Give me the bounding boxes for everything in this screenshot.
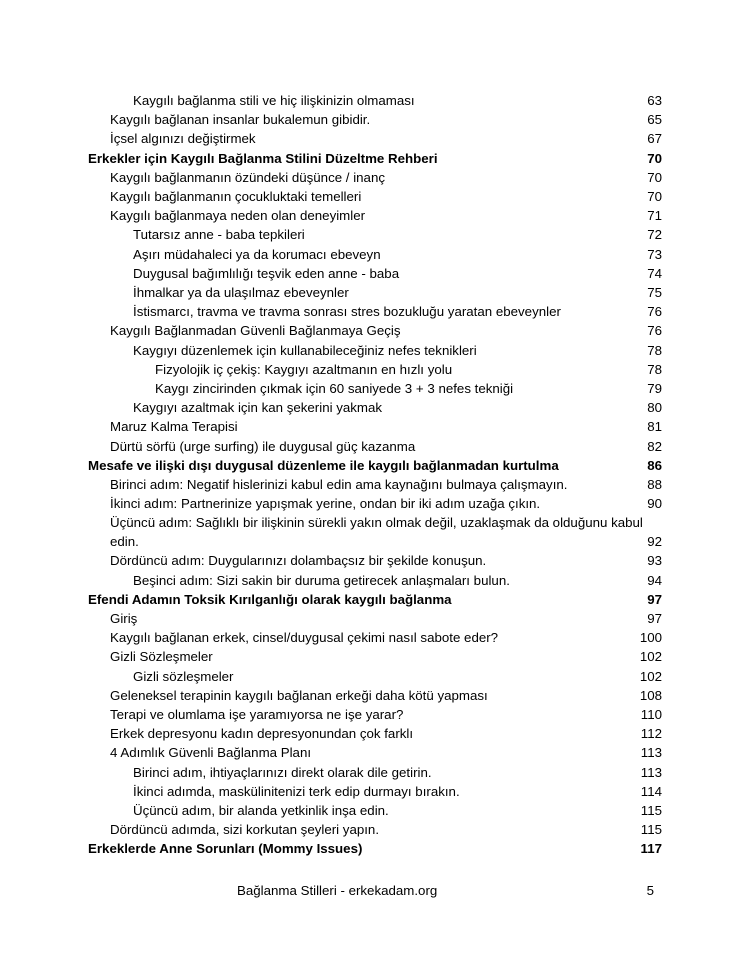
toc-entry-title: Kaygı zincirinden çıkmak için 60 saniyede 3 + 3 nefes tekniği — [155, 381, 514, 396]
toc-entry-title: Tutarsız anne - baba tepkileri — [133, 227, 305, 243]
toc-entry-title: Kaygıyı azaltmak için kan şekerini yakmak — [133, 400, 383, 416]
toc-entry-title: İhmalkar ya da ulaşılmaz ebeveynler — [133, 285, 349, 300]
toc-entry-page: 93 — [647, 553, 662, 569]
toc-entry-page: 108 — [639, 687, 662, 703]
toc-entry-title: Birinci adım: Negatif hislerinizi kabul edin ama kaynağını bulmaya çalışmayın. — [110, 477, 568, 492]
toc-entry[interactable] — [0, 513, 750, 551]
toc-entry-page: 86 — [647, 457, 662, 473]
toc-entry[interactable] — [0, 820, 750, 839]
toc-entry-title: İçsel algınızı değiştirmek — [110, 131, 256, 147]
toc-entry[interactable] — [0, 360, 750, 379]
toc-entry[interactable] — [0, 743, 750, 762]
toc-entry-title: Kaygılı bağlanmanın çocukluktaki temelleri — [110, 189, 362, 204]
toc-entry[interactable] — [0, 168, 750, 187]
toc-entry-title: İstismarcı, travma ve travma sonrası stres bozukluğu yaratan ebeveynler — [133, 304, 561, 320]
toc-entry-title: Aşırı müdahaleci ya da korumacı ebeveyn — [133, 246, 381, 262]
toc-entry-page: 100 — [639, 630, 662, 646]
toc-entry-title: Giriş — [110, 611, 138, 626]
toc-entry[interactable] — [0, 321, 750, 340]
toc-entry-page: 78 — [647, 361, 662, 377]
toc-entry-page: 67 — [647, 131, 662, 147]
toc-entry-page: 92 — [647, 534, 662, 550]
toc-entry[interactable] — [0, 494, 750, 513]
toc-entry-page: 74 — [647, 265, 662, 281]
toc-entry[interactable] — [0, 437, 750, 456]
toc-entry-page: 65 — [647, 112, 662, 128]
toc-entry-title: Geleneksel terapinin kaygılı bağlanan erkeği daha kötü yapması — [110, 687, 488, 703]
toc-entry[interactable] — [0, 647, 750, 666]
toc-entry[interactable] — [0, 283, 750, 302]
toc-entry[interactable] — [0, 264, 750, 283]
toc-entry-page: 102 — [639, 668, 662, 684]
toc-entry[interactable] — [0, 110, 750, 129]
toc-entry-title: Erkeklerde Anne Sorunları (Mommy Issues) — [88, 841, 363, 857]
toc-entry-title: Gizli sözleşmeler — [133, 668, 234, 684]
toc-entry-title: Maruz Kalma Terapisi — [110, 419, 238, 435]
toc-entry-title: Dürtü sörfü (urge surfing) ile duygusal güç kazanma — [110, 438, 416, 454]
toc-entry-page: 75 — [647, 285, 662, 300]
toc-entry-page: 113 — [640, 745, 662, 761]
toc-entry[interactable] — [0, 91, 750, 110]
toc-entry-title: Üçüncü adım: Sağlıklı bir ilişkinin sürekli yakın olmak değil, uzaklaşmak da olduğunu kabul edin. — [110, 515, 643, 550]
toc-entry-title: Erkek depresyonu kadın depresyonundan çok farklı — [110, 726, 414, 742]
toc-entry-title: Kaygılı Bağlanmadan Güvenli Bağlanmaya Geçiş — [110, 323, 401, 339]
toc-entry[interactable] — [0, 206, 750, 225]
toc-entry-page: 82 — [647, 438, 662, 454]
toc-entry-title: Dördüncü adım: Duygularınızı dolambaçsız bir şekilde konuşun. — [110, 553, 487, 569]
toc-entry[interactable] — [0, 667, 750, 686]
toc-chapter-entry[interactable] — [0, 590, 750, 609]
toc-entry-page: 76 — [647, 304, 662, 320]
toc-entry-title: Üçüncü adım, bir alanda yetkinlik inşa edin. — [133, 803, 389, 818]
toc-entry[interactable] — [0, 302, 750, 321]
toc-chapter-entry[interactable] — [0, 839, 750, 858]
toc-entry-page: 70 — [647, 169, 662, 185]
toc-entry-page: 63 — [647, 93, 662, 108]
toc-entry-page: 70 — [647, 150, 662, 166]
toc-entry-title: Dördüncü adımda, sizi korkutan şeyleri yapın. — [110, 822, 380, 838]
toc-entry-title: İkinci adımda, maskülinitenizi terk edip durmayı bırakın. — [133, 783, 460, 799]
toc-chapter-entry[interactable] — [0, 149, 750, 168]
page-footer — [0, 881, 750, 901]
toc-entry[interactable] — [0, 705, 750, 724]
toc-entry[interactable] — [0, 724, 750, 743]
toc-entry[interactable] — [0, 551, 750, 570]
toc-entry-page: 90 — [647, 496, 662, 512]
toc-entry[interactable] — [0, 801, 750, 820]
toc-entry-page: 110 — [640, 707, 662, 722]
toc-entry[interactable] — [0, 129, 750, 148]
toc-entry-title: Fizyolojik iç çekiş: Kaygıyı azaltmanın en hızlı yolu — [155, 361, 453, 377]
toc-entry[interactable] — [0, 475, 750, 494]
toc-entry-page: 112 — [640, 726, 662, 742]
toc-entry-page: 117 — [640, 841, 662, 857]
toc-entry[interactable] — [0, 782, 750, 801]
toc-entry-page: 73 — [647, 246, 662, 262]
toc-entry-title: İkinci adım: Partnerinize yapışmak yerine, ondan bir iki adım uzağa çıkın. — [110, 496, 541, 512]
toc-entry-page: 71 — [647, 208, 662, 224]
toc-entry-title: Duygusal bağımlılığı teşvik eden anne - baba — [133, 265, 400, 281]
toc-entry-title: Erkekler için Kaygılı Bağlanma Stilini Düzeltme Rehberi — [88, 150, 438, 166]
toc-entry-page: 72 — [647, 227, 662, 243]
toc-entry-title: Mesafe ve ilişki dışı duygusal düzenleme ile kaygılı bağlanmadan kurtulma — [88, 457, 559, 473]
toc-entry-title: Kaygılı bağlanan erkek, cinsel/duygusal çekimi nasıl sabote eder? — [110, 630, 499, 646]
toc-entry-page: 80 — [647, 400, 662, 416]
footer-page-number: 5 — [646, 883, 654, 898]
toc-entry-title: Beşinci adım: Sizi sakin bir duruma getirecek anlaşmaları bulun. — [133, 572, 510, 588]
toc-entry-page: 76 — [647, 323, 662, 339]
toc-entry-title: Kaygılı bağlanmanın özündeki düşünce / inanç — [110, 169, 385, 185]
toc-chapter-entry[interactable] — [0, 456, 750, 475]
toc-entry-page: 94 — [647, 572, 662, 588]
toc-entry-page: 115 — [640, 822, 662, 838]
toc-entry-title: Efendi Adamın Toksik Kırılganlığı olarak kaygılı bağlanma — [88, 591, 452, 607]
toc-entry[interactable] — [0, 417, 750, 436]
toc-entry[interactable] — [0, 763, 750, 782]
toc-entry-page: 97 — [647, 591, 662, 607]
toc-entry-title: Terapi ve olumlama işe yaramıyorsa ne işe yarar? — [110, 707, 404, 722]
toc-entry-title: Kaygıyı düzenlemek için kullanabileceğiniz nefes teknikleri — [133, 342, 477, 358]
toc-entry[interactable] — [0, 609, 750, 628]
toc-entry[interactable] — [0, 686, 750, 705]
toc-entry-title: 4 Adımlık Güvenli Bağlanma Planı — [110, 745, 312, 761]
toc-entry[interactable] — [0, 379, 750, 398]
toc-entry-title: Kaygılı bağlanan insanlar bukalemun gibidir. — [110, 112, 371, 128]
toc-entry[interactable] — [0, 245, 750, 264]
toc-entry-page: 113 — [640, 764, 662, 780]
toc-entry-page: 114 — [640, 783, 662, 799]
toc-entry-page: 78 — [647, 342, 662, 358]
toc-entry-page: 81 — [647, 419, 662, 435]
toc-entry-page: 115 — [640, 803, 662, 818]
toc-entry[interactable] — [0, 398, 750, 417]
toc-entry-page: 79 — [647, 381, 662, 396]
toc-entry[interactable] — [0, 187, 750, 206]
toc-entry-page: 97 — [647, 611, 662, 626]
toc-entry[interactable] — [0, 225, 750, 244]
toc-entry-page: 70 — [647, 189, 662, 204]
toc-entry-title: Gizli Sözleşmeler — [110, 649, 213, 665]
toc-entry[interactable] — [0, 571, 750, 590]
toc-entry-title: Birinci adım, ihtiyaçlarınızı direkt olarak dile getirin. — [133, 764, 432, 780]
toc-entry-title: Kaygılı bağlanma stili ve hiç ilişkinizin olmaması — [133, 93, 415, 108]
toc-entry[interactable] — [0, 341, 750, 360]
toc-entry[interactable] — [0, 628, 750, 647]
toc-entry-page: 88 — [647, 477, 662, 492]
toc-entry-title: Kaygılı bağlanmaya neden olan deneyimler — [110, 208, 366, 224]
toc-entry-page: 102 — [639, 649, 662, 665]
footer-title: Bağlanma Stilleri - erkekadam.org — [237, 883, 438, 898]
